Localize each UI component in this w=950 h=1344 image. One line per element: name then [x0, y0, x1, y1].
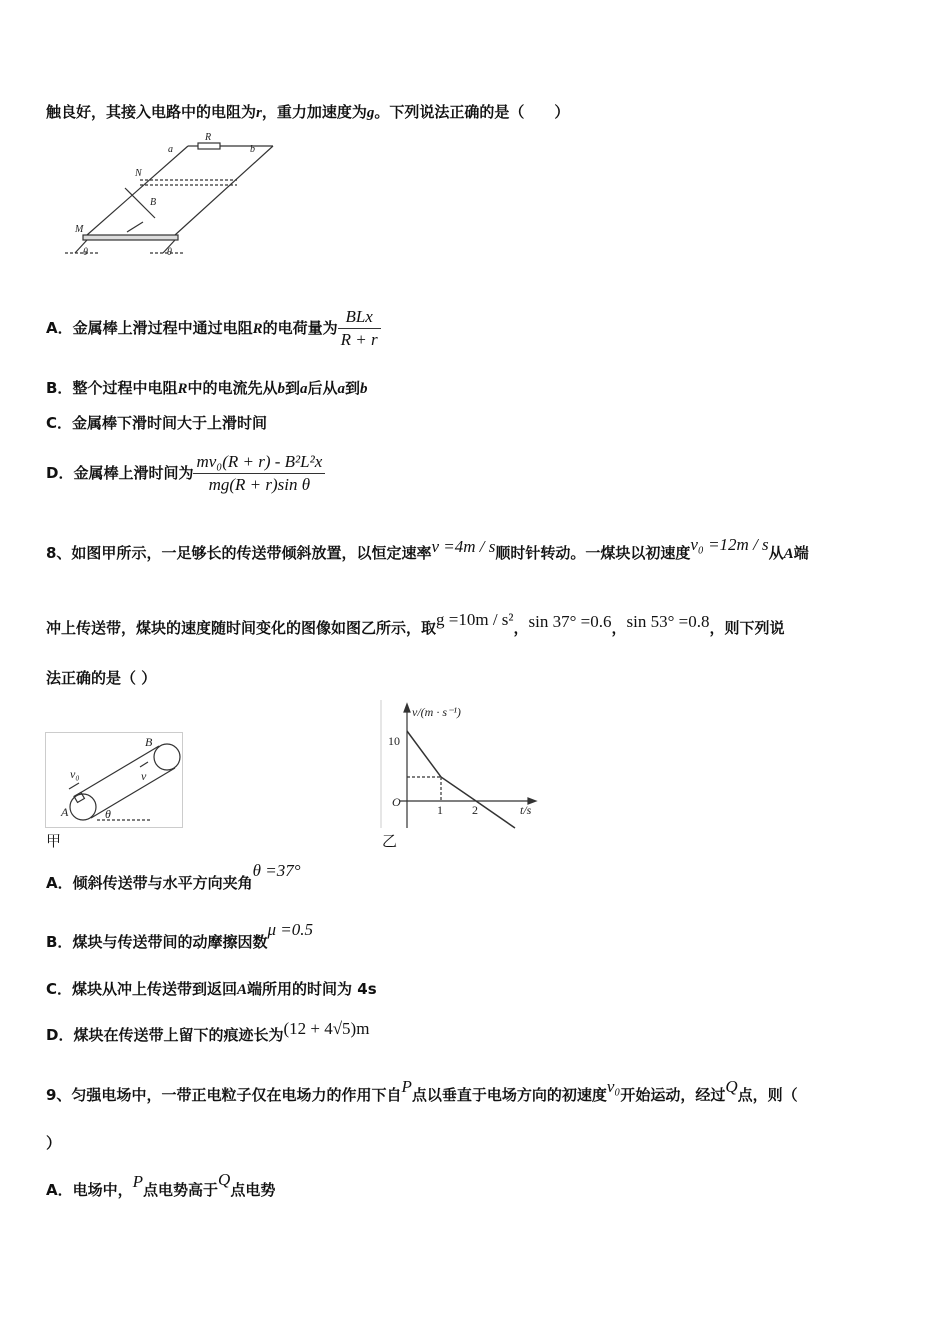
- option-text: 到: [345, 379, 361, 397]
- formula-g: g =10m / s²: [436, 610, 514, 629]
- var-A: A: [783, 546, 794, 562]
- option-label: D．: [46, 464, 74, 482]
- q9-text: 开始运动，经过: [620, 1086, 726, 1104]
- svg-text:B: B: [145, 735, 153, 749]
- svg-text:θ: θ: [83, 247, 88, 258]
- svg-text:b: b: [250, 144, 255, 155]
- svg-text:θ: θ: [105, 807, 111, 821]
- option-text: 煤块在传送带上留下的痕迹长为: [73, 1026, 284, 1044]
- q7-stem-mid: ，重力加速度为: [261, 103, 367, 121]
- q8-option-d[interactable]: [46, 1019, 370, 1045]
- var-g: g: [366, 105, 375, 121]
- q8-option-b[interactable]: [46, 920, 313, 952]
- velocity-time-chart: [380, 700, 540, 830]
- formula: (12 + 4√5)m: [283, 1019, 370, 1038]
- option-text: 倾斜传送带与水平方向夹角: [72, 874, 253, 892]
- svg-text:t/s: t/s: [520, 803, 532, 817]
- denominator: R + r: [340, 330, 378, 349]
- var-v0: v₀: [606, 1077, 621, 1096]
- q8-stem-line2: [46, 610, 785, 638]
- q8-text: 端: [793, 544, 809, 562]
- svg-text:A: A: [61, 805, 69, 819]
- q9-text: 9、匀强电场中，一带正电粒子仅在电场力的作用下自: [46, 1086, 402, 1104]
- conveyor-belt-figure: [45, 732, 185, 830]
- svg-text:v/(m · s⁻¹): v/(m · s⁻¹): [412, 705, 461, 719]
- q8-text: 冲上传送带，煤块的速度随时间变化的图像如图乙所示，取: [46, 619, 437, 637]
- var-a: a: [300, 381, 308, 397]
- svg-text:B: B: [150, 197, 157, 208]
- formula-sin53: sin 53° =0.8: [626, 612, 710, 631]
- q9-text: ）: [46, 1134, 62, 1152]
- q7-stem-end: 。下列说法正确的是（ ）: [374, 103, 570, 121]
- option-text: 端所用的时间为 4s: [247, 980, 377, 998]
- q8-text: 从: [768, 544, 784, 562]
- var-A: A: [237, 982, 248, 998]
- option-text: 的电荷量为: [262, 319, 338, 337]
- q8-text: 8、如图甲所示，一足够长的传送带倾斜放置，以恒定速率: [46, 544, 432, 562]
- var-b: b: [277, 381, 285, 397]
- var-R: R: [177, 381, 188, 397]
- option-label: A．: [46, 319, 73, 337]
- q7-option-b[interactable]: [46, 378, 368, 399]
- svg-text:2: 2: [472, 803, 478, 817]
- q8-stem-line1: [46, 535, 809, 564]
- formula: θ =37°: [252, 861, 301, 880]
- var-Q: Q: [218, 1170, 231, 1189]
- option-text: 金属棒上滑过程中通过电阻: [72, 319, 253, 337]
- svg-text:v: v: [141, 769, 147, 783]
- var-r: r: [256, 105, 262, 121]
- var-Q: Q: [725, 1077, 738, 1096]
- var-P: P: [132, 1172, 144, 1191]
- svg-text:1: 1: [437, 803, 443, 817]
- q8-stem-line3: [46, 668, 156, 688]
- option-label: C．: [46, 414, 73, 432]
- q9-text: 点以垂直于电场方向的初速度: [411, 1086, 607, 1104]
- option-text: 到: [284, 379, 300, 397]
- svg-text:N: N: [135, 168, 142, 179]
- separator: ，: [513, 619, 529, 637]
- q7-option-d[interactable]: [46, 450, 325, 496]
- option-text: 金属棒下滑时间大于上滑时间: [72, 414, 268, 432]
- var-b: b: [360, 381, 368, 397]
- option-label: C．: [46, 980, 73, 998]
- q8-text: 顺时针转动。一煤块以初速度: [495, 544, 691, 562]
- option-label: A．: [46, 1181, 73, 1199]
- var-a: a: [337, 381, 346, 397]
- option-text: 点电势高于: [143, 1181, 219, 1199]
- q7-rail-figure: [55, 132, 275, 270]
- option-text: 电场中，: [72, 1181, 133, 1199]
- svg-text:O: O: [392, 795, 401, 809]
- formula-sin37: sin 37° =0.6: [528, 612, 612, 631]
- fraction-formula: [193, 451, 325, 496]
- option-text: 中的电流先从: [187, 379, 278, 397]
- option-text: 后从: [307, 379, 338, 397]
- q8-option-c[interactable]: [46, 979, 377, 1000]
- svg-text:R: R: [205, 132, 212, 143]
- svg-text:10: 10: [388, 734, 400, 748]
- q9-text: 点，则（: [737, 1086, 798, 1104]
- figure-caption-yi: 乙: [382, 832, 398, 850]
- option-text: 金属棒上滑时间为: [73, 464, 194, 482]
- q9-stem-line1: [46, 1077, 798, 1105]
- formula: μ =0.5: [267, 920, 313, 939]
- svg-text:M: M: [75, 224, 84, 235]
- var-R: R: [252, 321, 263, 337]
- svg-text:v₀: v₀: [70, 767, 80, 781]
- numerator: mv₀(R + r) - B²L²x: [193, 451, 325, 474]
- option-label: D．: [46, 1026, 74, 1044]
- q7-option-c[interactable]: [46, 413, 267, 433]
- option-label: A．: [46, 874, 73, 892]
- numerator: BLx: [338, 306, 381, 329]
- denominator: mg(R + r)sin θ: [208, 475, 311, 494]
- figure-caption-jia: 甲: [46, 832, 62, 850]
- option-text: 整个过程中电阻: [72, 379, 178, 397]
- option-text: 点电势: [230, 1181, 276, 1199]
- svg-text:a: a: [168, 144, 173, 155]
- q7-stem: [46, 102, 569, 123]
- q9-option-a[interactable]: [46, 1170, 276, 1200]
- formula-v: v =4m / s: [431, 537, 496, 556]
- separator: ，: [611, 619, 627, 637]
- q7-option-a[interactable]: [46, 305, 381, 352]
- option-label: B．: [46, 933, 73, 951]
- q8-text: ，则下列说: [709, 619, 785, 637]
- q8-text: 法正确的是（ ）: [46, 669, 157, 687]
- fraction-formula: [338, 306, 381, 351]
- svg-text:θ: θ: [167, 247, 172, 258]
- q9-stem-line2: [46, 1133, 61, 1153]
- formula-v0: v₀ =12m / s: [690, 535, 769, 554]
- q7-stem-text: 触良好，其接入电路中的电阻为: [46, 103, 257, 121]
- option-label: B．: [46, 379, 73, 397]
- q8-option-a[interactable]: [46, 861, 301, 893]
- option-text: 煤块从冲上传送带到返回: [72, 980, 238, 998]
- var-P: P: [401, 1077, 412, 1096]
- option-text: 煤块与传送带间的动摩擦因数: [72, 933, 268, 951]
